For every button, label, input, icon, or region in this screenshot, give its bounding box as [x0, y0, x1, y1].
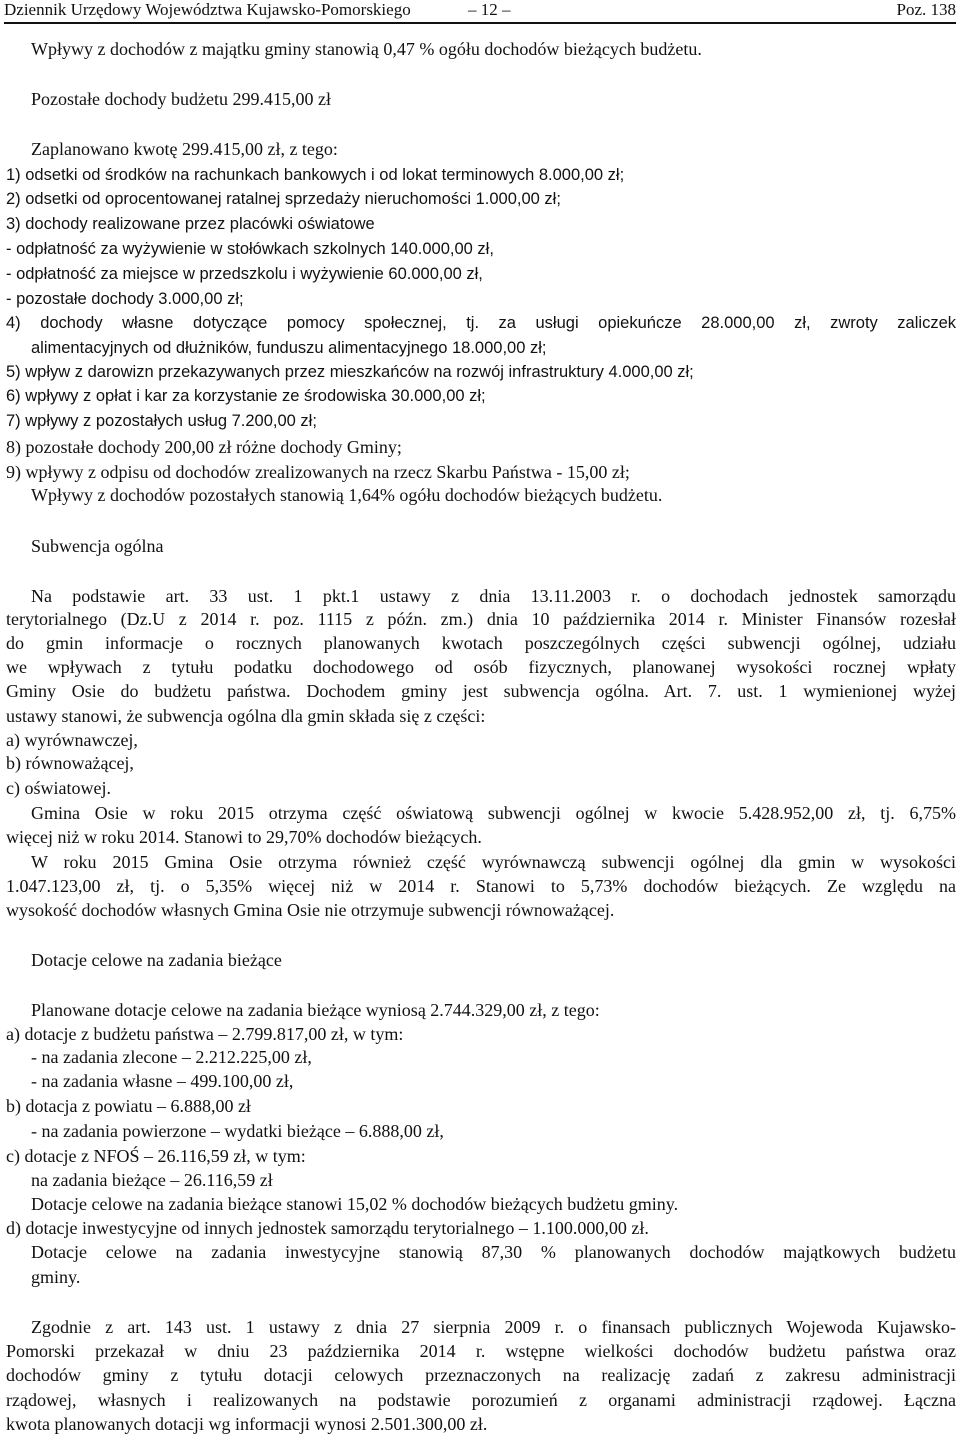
- text-line: - na zadania własne – 499.100,00 zł,: [31, 1071, 294, 1091]
- position-number: Poz. 138: [896, 0, 956, 19]
- text-line: - pozostałe dochody 3.000,00 zł;: [6, 290, 244, 308]
- text-line: terytorialnego (Dz.U z 2014 r. poz. 1115 z późn. zm.) dnia 10 października 2014 r. Minister Finansów rozesłał: [6, 609, 956, 629]
- text-line: więcej niż w roku 2014. Stanowi to 29,70% dochodów bieżących.: [6, 827, 482, 847]
- text-line: d) dotacje inwestycyjne od innych jednostek samorządu terytorialnego – 1.100.000,00 zł.: [6, 1218, 649, 1238]
- text-line: b) równoważącej,: [6, 753, 134, 773]
- text-line: Zaplanowano kwotę 299.415,00 zł, z tego:: [31, 139, 338, 159]
- text-line: b) dotacja z powiatu – 6.888,00 zł: [6, 1096, 251, 1116]
- text-line: ustawy stanowi, że subwencja ogólna dla gmin składa się z części:: [6, 706, 486, 726]
- page-header: [4, 0, 956, 24]
- text-line: 4) dochody własne dotyczące pomocy społecznej, tj. za usługi opiekuńcze 28.000,00 zł, zwroty zaliczek: [6, 314, 956, 332]
- text-line: 3) dochody realizowane przez placówki oświatowe: [6, 215, 375, 233]
- text-line: a) dotacje z budżetu państwa – 2.799.817,00 zł, w tym:: [6, 1024, 404, 1044]
- text-line: 8) pozostałe dochody 200,00 zł różne dochody Gminy;: [6, 437, 402, 457]
- page-number: – 12 –: [468, 0, 511, 19]
- text-line: gminy.: [31, 1267, 81, 1287]
- text-line: - na zadania powierzone – wydatki bieżące – 6.888,00 zł,: [31, 1121, 444, 1141]
- text-line: Wpływy z dochodów z majątku gminy stanowią 0,47 % ogółu dochodów bieżących budżetu.: [31, 39, 702, 59]
- text-line: alimentacyjnych od dłużników, funduszu alimentacyjnego 18.000,00 zł;: [31, 339, 547, 357]
- text-line: wysokość dochodów własnych Gmina Osie nie otrzymuje subwencji równoważącej.: [6, 900, 615, 920]
- text-line: 2) odsetki od oprocentowanej ratalnej sprzedaży nieruchomości 1.000,00 zł;: [6, 190, 561, 208]
- text-line: Wpływy z dochodów pozostałych stanowią 1,64% ogółu dochodów bieżących budżetu.: [31, 485, 663, 505]
- text-line: na zadania bieżące – 26.116,59 zł: [31, 1170, 273, 1190]
- text-line: Planowane dotacje celowe na zadania bieżące wyniosą 2.744.329,00 zł, z tego:: [31, 1000, 600, 1020]
- text-line: 5) wpływ z darowizn przekazywanych przez mieszkańców na rozwój infrastruktury 4.000,00 zł;: [6, 363, 694, 381]
- text-line: kwota planowanych dotacji wg informacji wynosi 2.501.300,00 zł.: [6, 1414, 488, 1434]
- text-line: c) dotacje z NFOŚ – 26.116,59 zł, w tym:: [6, 1146, 306, 1166]
- text-line: 9) wpływy z odpisu od dochodów zrealizowanych na rzecz Skarbu Państwa - 15,00 zł;: [6, 462, 630, 482]
- text-line: 1.047.123,00 zł, tj. o 5,35% więcej niż w 2014 r. Stanowi to 5,73% dochodów bieżących. Ze względu na: [6, 876, 956, 896]
- text-line: Pomorski przekazał w dniu 23 października 2014 r. wstępne wielkości dochodów budżetu państwa oraz: [6, 1341, 956, 1361]
- text-line: 6) wpływy z opłat i kar za korzystanie ze środowiska 30.000,00 zł;: [6, 387, 486, 405]
- text-line: Dotacje celowe na zadania bieżące: [31, 950, 282, 970]
- text-line: Na podstawie art. 33 ust. 1 pkt.1 ustawy z dnia 13.11.2003 r. o dochodach jednostek samorządu: [31, 586, 956, 606]
- text-line: Gmina Osie w roku 2015 otrzyma część oświatową subwencji ogólnej w kwocie 5.428.952,00 zł, tj. 6,75%: [31, 803, 956, 823]
- text-line: - na zadania zlecone – 2.212.225,00 zł,: [31, 1047, 312, 1067]
- text-line: Dotacje celowe na zadania bieżące stanowi 15,02 % dochodów bieżących budżetu gminy.: [31, 1194, 679, 1214]
- text-line: Subwencja ogólna: [31, 536, 164, 556]
- text-line: we wpływach z tytułu podatku dochodowego od osób fizycznych, planowanej wysokości rocznej wpłaty: [6, 657, 956, 677]
- journal-title: Dziennik Urzędowy Województwa Kujawsko-Pomorskiego: [4, 0, 411, 19]
- text-line: 7) wpływy z pozostałych usług 7.200,00 zł;: [6, 412, 317, 430]
- text-line: Pozostałe dochody budżetu 299.415,00 zł: [31, 89, 331, 109]
- text-line: a) wyrównawczej,: [6, 730, 138, 750]
- text-line: - odpłatność za miejsce w przedszkolu i wyżywienie 60.000,00 zł,: [6, 265, 483, 283]
- text-line: Gminy Osie do budżetu państwa. Dochodem gminy jest subwencja ogólna. Art. 7. ust. 1 wymienionej wyżej: [6, 681, 956, 701]
- text-line: do gmin informacje o rocznych planowanych kwotach poszczególnych części subwencji ogólnej, udziału: [6, 633, 956, 653]
- text-line: rządowej, własnych i realizowanych na podstawie porozumień z organami administracji rządowej. Łączna: [6, 1390, 956, 1410]
- text-line: 1) odsetki od środków na rachunkach bankowych i od lokat terminowych 8.000,00 zł;: [6, 166, 625, 184]
- text-line: Zgodnie z art. 143 ust. 1 ustawy z dnia 27 sierpnia 2009 r. o finansach publicznych Wojewoda Kujawsko-: [31, 1317, 956, 1337]
- text-line: dochodów gminy z tytułu dotacji celowych przeznaczonych na realizację zadań z zakresu administracji: [6, 1365, 956, 1385]
- text-line: c) oświatowej.: [6, 778, 111, 798]
- text-line: Dotacje celowe na zadania inwestycyjne stanowią 87,30 % planowanych dochodów majątkowych budżetu: [31, 1242, 956, 1262]
- text-line: - odpłatność za wyżywienie w stołówkach szkolnych 140.000,00 zł,: [6, 240, 494, 258]
- text-line: W roku 2015 Gmina Osie otrzyma również część wyrównawczą subwencji ogólnej dla gmin w wysokości: [31, 852, 956, 872]
